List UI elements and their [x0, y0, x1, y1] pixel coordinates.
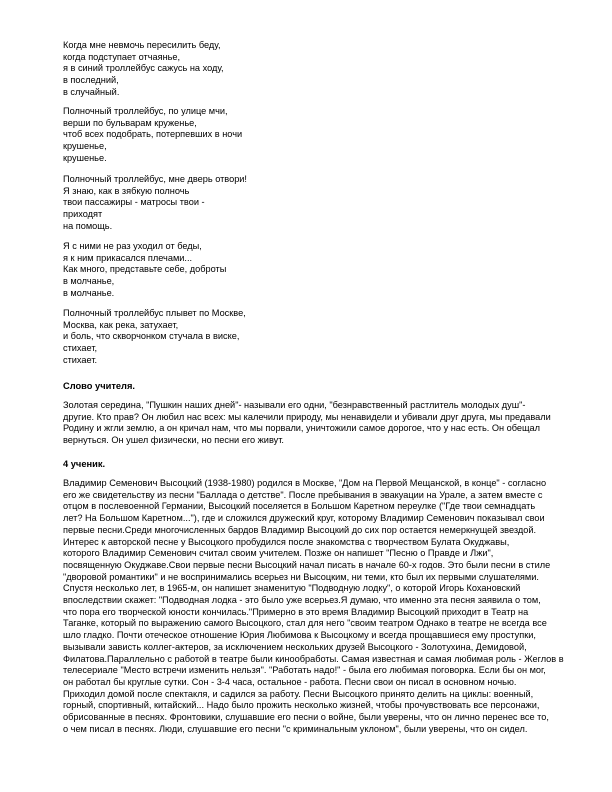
poem-stanza-3	[63, 174, 483, 233]
paragraph-line: Приходил домой после спектакля, и садился за работу. Песни Высоцкого принято делить на циклы: военный,	[63, 688, 534, 699]
poem-line: приходят	[63, 209, 103, 220]
poem-line: Москва, как река, затухает,	[63, 319, 179, 330]
paragraph-line: что пора его творческой юности кончилась."Примерно в это время Владимир Высоцкий приходит в Театр на	[63, 606, 529, 617]
poem-line: Как много, представьте себе, доброты	[63, 264, 227, 275]
poem-line: твои пассажиры - матросы твои -	[63, 197, 205, 208]
paragraph-line: Таганке, который по выражению самого Высоцкого, стал для него "своим театром Однако в театре не всегда все	[63, 618, 547, 629]
paragraph-line: Родину и жгли землю, а он кричал нам, что мы порвали, уничтожили самое дорогое, что у нас есть. Он обещал	[63, 423, 541, 434]
poem-stanza-4	[63, 241, 483, 300]
poem-line: крушенье.	[63, 152, 107, 163]
poem-line: крушенье,	[63, 141, 107, 152]
paragraph-line: "дворовой романтики" и не воспринимались всерьез ни Высоцким, ни теми, кто был их первыми слушателями.	[63, 571, 539, 582]
paragraph-line: вернуться. Он ушел физически, но песни его живут.	[63, 435, 284, 446]
section-heading-student-4: 4 ученик.	[63, 459, 106, 469]
poem-line: Я знаю, как в зябкую полночь	[63, 185, 190, 196]
poem-stanza-1	[63, 40, 483, 99]
poem-line: Полночный троллейбус, по улице мчи,	[63, 106, 228, 116]
paragraph-line: Владимир Семенович Высоцкий (1938-1980) родился в Москве, "Дом на Первой Мещанской, в конце" - согласно	[63, 478, 547, 488]
poem-line: Я с ними не раз уходил от беды,	[63, 241, 202, 251]
teacher-paragraph	[63, 400, 553, 447]
poem-line: верши по бульварам круженье,	[63, 117, 197, 128]
paragraph-line: Спустя несколько лет, в 1965-м, он напишет знаменитую "Подводную лодку", о которой Игорь Кохановский	[63, 583, 521, 594]
poem-line: Полночный троллейбус плывет по Москве,	[63, 308, 246, 318]
paragraph-line: вызывали зависть коллег-актеров, за исключением нескольких друзей Высоцкого - Золотухина, Демидовой,	[63, 641, 527, 652]
paragraph-line: первые песни.Среди многочисленных бардов Владимир Высоцкий до сих пор остается немеркнущей звездой.	[63, 524, 537, 535]
paragraph-line: телесериале "Место встречи изменить нельзя". "Работать надо!" - была его любимая поговорка. Если бы он мог,	[63, 665, 546, 676]
paragraph-line: горный, спортивный, китайский... Надо было прожить несколько жизней, чтобы прочувствовать все персонажи,	[63, 700, 540, 711]
poem-stanza-2	[63, 106, 483, 165]
poem-line: в молчанье,	[63, 276, 115, 287]
poem-line: я в синий троллейбус сажусь на ходу,	[63, 63, 224, 74]
poem-line: когда подступает отчаянье,	[63, 51, 181, 62]
paragraph-line: отцом в послевоенной Германии, Высоцкий поселяется в Большом Каретном переулке ("Где твои семнадцать	[63, 501, 536, 512]
paragraph-line: о чем писал в песнях. Люди, слушавшие его песни "с криминальным уклоном", были уверены, что он сидел.	[63, 723, 528, 734]
paragraph-line: Филатова.Параллельно с работой в театре были кинообработы. Самая известная и самая любимая роль - Жеглов в	[63, 653, 564, 664]
poem-line: чтоб всех подобрать, потерпевших в ночи	[63, 129, 243, 140]
paragraph-line: Интерес к авторской песне у Высоцкого пробудился после знакомства с творчеством Булата Окуджавы,	[63, 536, 510, 547]
paragraph-line: лет? На Большом Каретном..."), где и сложился дружеский круг, которому Владимир Семенович показывал свои	[63, 513, 545, 524]
poem-line: я к ним прикасался плечами...	[63, 252, 193, 263]
poem-line: в молчанье.	[63, 287, 115, 298]
section-heading-teacher: Слово учителя.	[63, 381, 135, 391]
poem-line: стихает,	[63, 343, 98, 354]
poem-line: в случайный.	[63, 86, 120, 97]
paragraph-line: обрисованные в песнях. Фронтовики, слушавшие его песни о войне, были уверены, что он лично перенес все то,	[63, 712, 549, 723]
paragraph-line: он работал бы круглые сутки. Сон - 3-4 часа, остальное - работа. Песни свои он писал в основном ночью.	[63, 676, 517, 687]
paragraph-line: шло гладко. Почти отеческое отношение Юрия Любимова к Высоцкому и всегда прощавшиеся ему проступки,	[63, 630, 536, 641]
poem-line: на помощь.	[63, 220, 113, 231]
paragraph-line: которого Владимир Семенович считал своим учителем. Позже он напишет "Песню о Правде и Лжи",	[63, 548, 494, 559]
student-paragraph	[63, 478, 564, 735]
paragraph-line: его же свидетельству из песни "Баллада о детстве". После пребывания в эвакуации на Урале, а затем вместе с	[63, 489, 543, 500]
paragraph-line: другие. Кто прав? Он любил нас всех: мы калечили природу, мы ненавидели и убивали друг друга, мы предавали	[63, 411, 551, 422]
poem-line: в последний,	[63, 75, 119, 86]
paragraph-line: посвященную Окуджаве.Свои первые песни Высоцкий начал писать в начале 60-х годов. Это были песни в стиле	[63, 559, 551, 570]
poem-line: Когда мне невмочь пересилить беду,	[63, 40, 221, 50]
poem-line: Полночный троллейбус, мне дверь отвори!	[63, 174, 247, 184]
poem-line: стихает.	[63, 354, 98, 365]
paragraph-line: впоследствии скажет: "Подводная лодка - это было уже всерьез.Я думаю, что именно эта песня заявила о том,	[63, 595, 541, 606]
poem-stanza-5	[63, 308, 483, 367]
paragraph-line: Золотая середина, "Пушкин наших дней"- называли его одни, "безнравственный растлитель молодых душ"-	[63, 400, 526, 410]
poem-line: и боль, что скворчонком стучала в виске,	[63, 331, 240, 342]
